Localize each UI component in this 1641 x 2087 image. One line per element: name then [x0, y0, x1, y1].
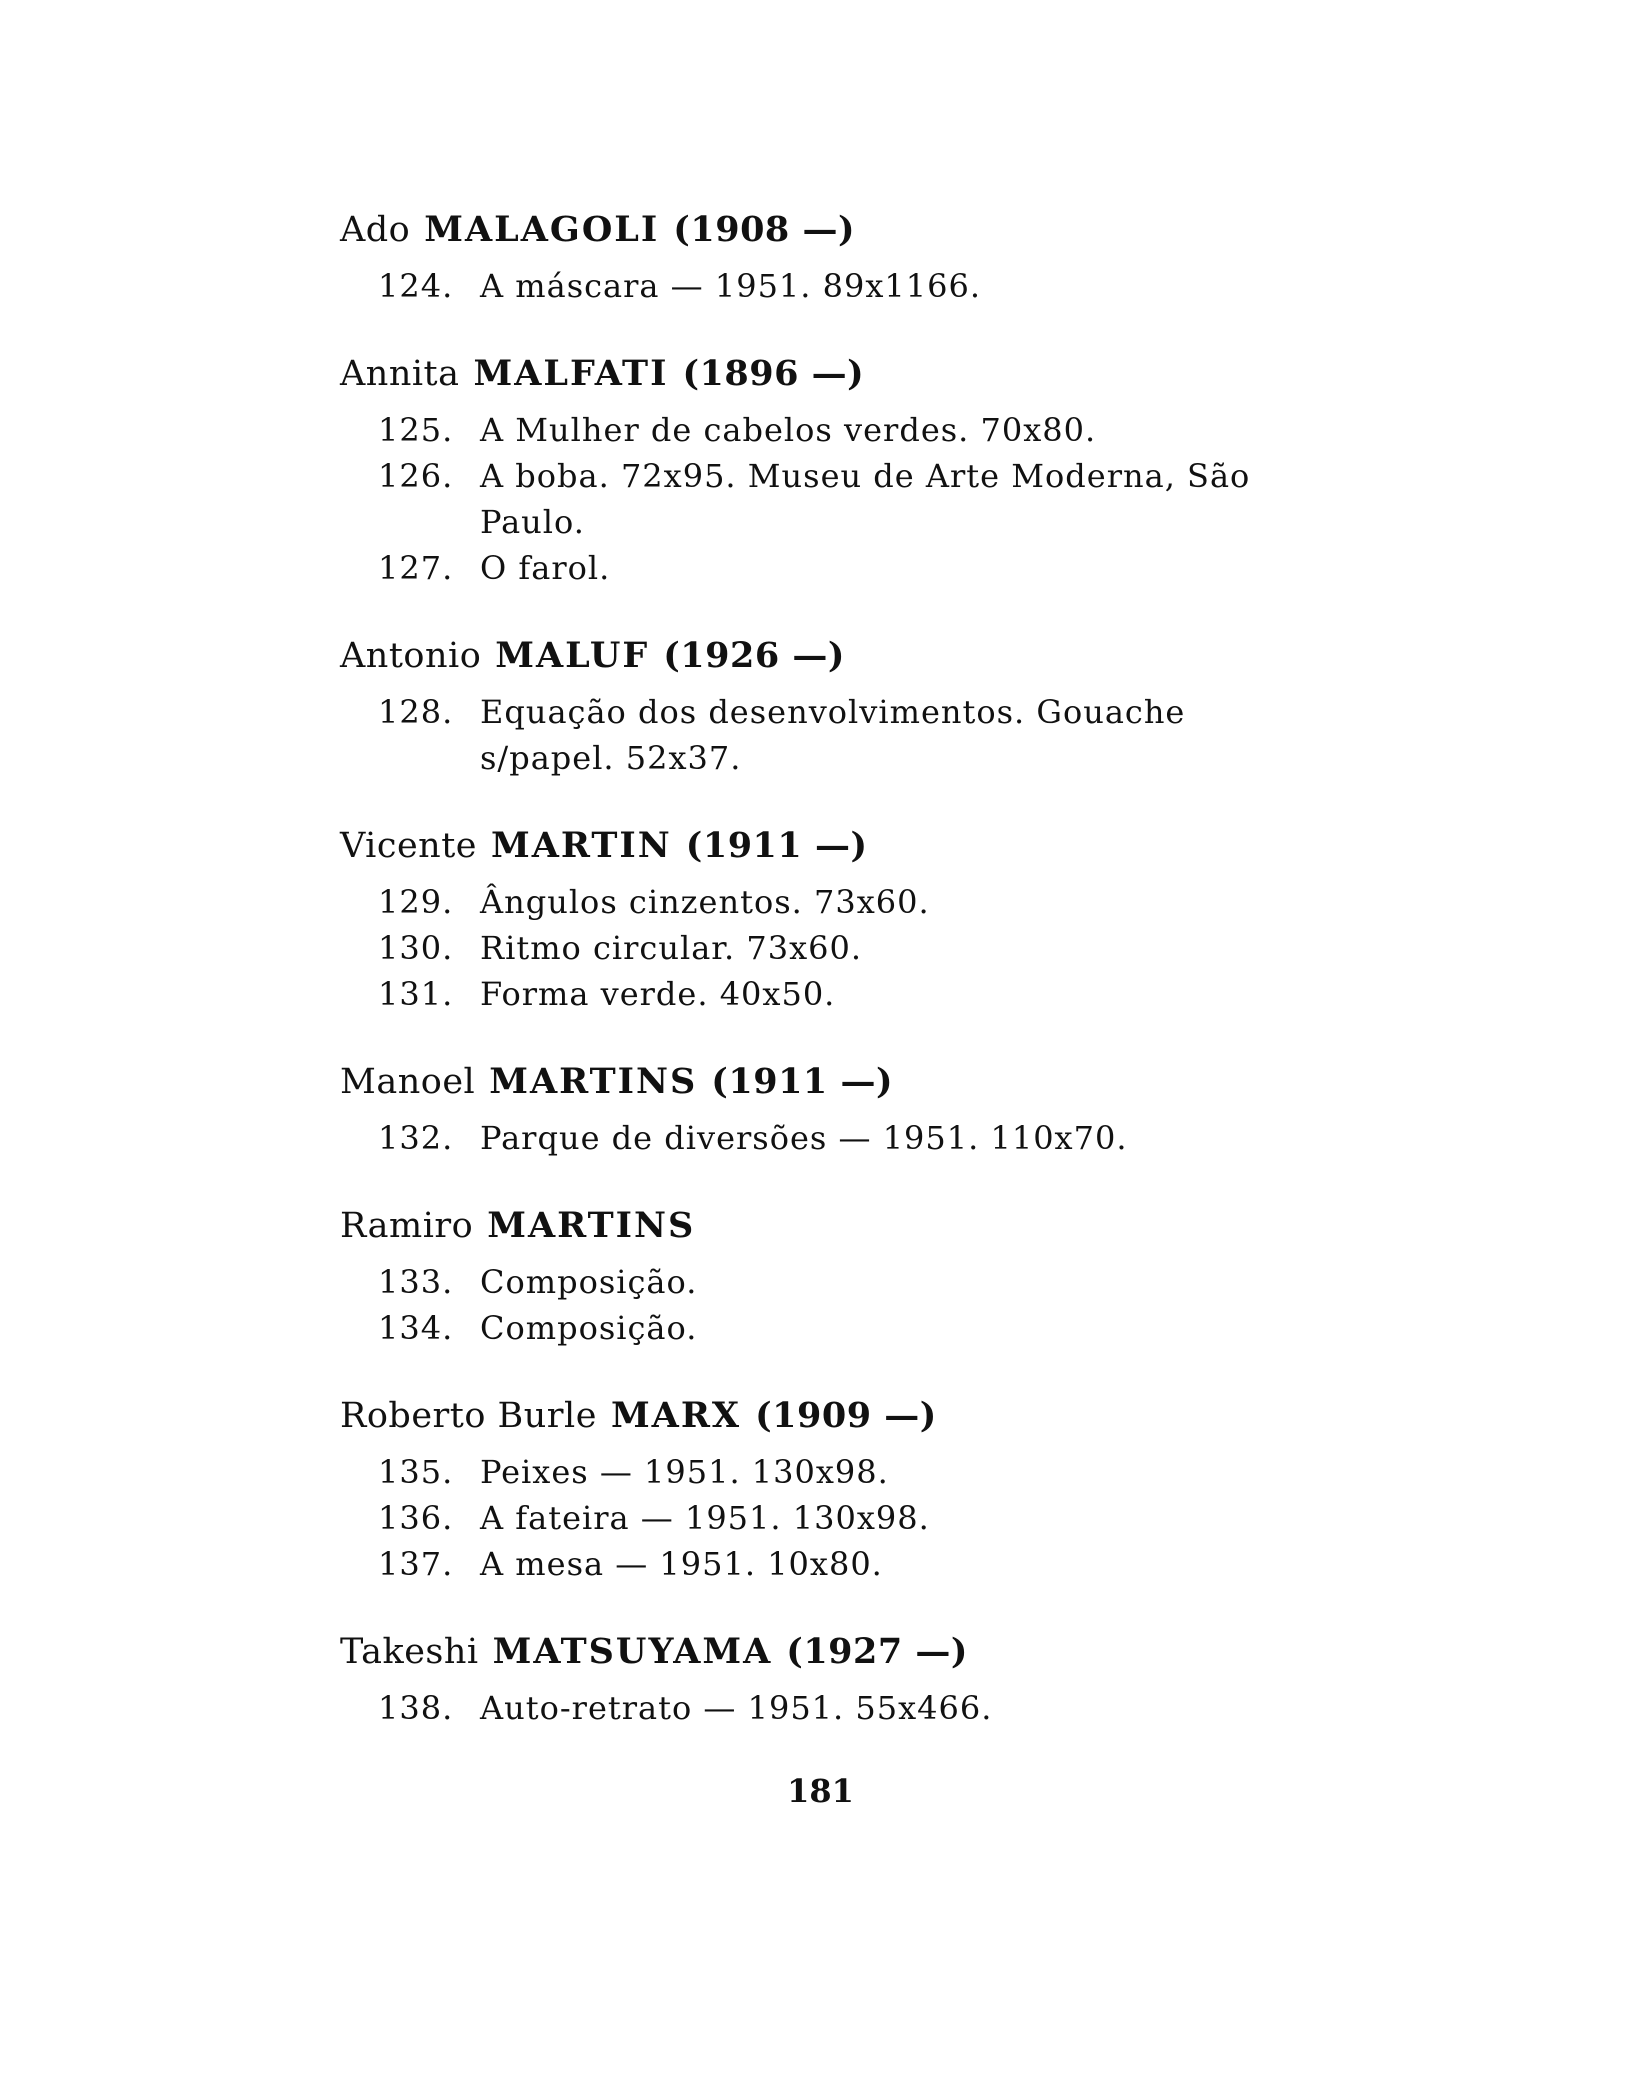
work-description: Composição. — [480, 1309, 698, 1347]
works-list — [340, 1115, 1320, 1161]
artist-dates: (1927 —) — [786, 1631, 968, 1672]
work-number: 136. — [378, 1499, 454, 1537]
works-list — [340, 689, 1320, 781]
artist-dates: (1911 —) — [711, 1061, 894, 1102]
artist-dates: (1896 —) — [682, 353, 865, 394]
works-list — [340, 1259, 1320, 1351]
artist-heading — [340, 1057, 1320, 1107]
work-description: Peixes — 1951. 130x98. — [480, 1453, 889, 1491]
artist-last-name: MARTIN — [491, 825, 672, 866]
artist-dates: (1926 —) — [663, 635, 845, 676]
work-item — [340, 263, 1320, 309]
work-description: A fateira — 1951. 130x98. — [480, 1499, 930, 1537]
works-list — [340, 1449, 1320, 1587]
artist-dates: (1908 —) — [673, 209, 856, 250]
work-number: 125. — [378, 411, 454, 449]
work-item — [340, 925, 1320, 971]
work-item — [340, 1541, 1320, 1587]
work-item — [340, 689, 1320, 781]
artist-first-name: Vicente — [340, 826, 477, 866]
artist-heading — [340, 1627, 1320, 1677]
artist-list — [340, 205, 1320, 1771]
works-list — [340, 879, 1320, 1017]
work-number: 129. — [378, 883, 454, 921]
artist-entry — [340, 349, 1320, 591]
work-item — [340, 1685, 1320, 1731]
works-list — [340, 407, 1320, 591]
work-description: Auto-retrato — 1951. 55x466. — [480, 1689, 993, 1727]
artist-first-name: Takeshi — [340, 1632, 479, 1672]
artist-dates: (1911 —) — [685, 825, 868, 866]
work-description: A boba. 72x95. Museu de Arte Moderna, São Paulo. — [480, 457, 1251, 541]
artist-entry — [340, 1057, 1320, 1161]
work-number: 132. — [378, 1119, 454, 1157]
artist-last-name: MARTINS — [489, 1061, 698, 1102]
work-item — [340, 971, 1320, 1017]
work-number: 137. — [378, 1545, 454, 1583]
work-item — [340, 1449, 1320, 1495]
artist-heading — [340, 1201, 1320, 1251]
artist-last-name: MATSUYAMA — [492, 1631, 773, 1672]
works-list — [340, 263, 1320, 309]
work-number: 131. — [378, 975, 454, 1013]
artist-entry — [340, 1627, 1320, 1731]
artist-first-name: Manoel — [340, 1062, 476, 1102]
works-list — [340, 1685, 1320, 1731]
work-description: Parque de diversões — 1951. 110x70. — [480, 1119, 1128, 1157]
work-item — [340, 1115, 1320, 1161]
page-number: 181 — [787, 1772, 854, 1810]
artist-first-name: Ado — [340, 210, 411, 250]
work-description: Ritmo circular. 73x60. — [480, 929, 863, 967]
work-description: A máscara — 1951. 89x1166. — [480, 267, 981, 305]
artist-last-name: MARX — [610, 1395, 742, 1436]
work-item — [340, 1495, 1320, 1541]
artist-entry — [340, 821, 1320, 1017]
work-item — [340, 407, 1320, 453]
artist-first-name: Ramiro — [340, 1206, 474, 1246]
work-description: Forma verde. 40x50. — [480, 975, 836, 1013]
artist-entry — [340, 1391, 1320, 1587]
work-item — [340, 545, 1320, 591]
work-number: 130. — [378, 929, 454, 967]
artist-entry — [340, 631, 1320, 781]
work-number: 124. — [378, 267, 454, 305]
artist-last-name: MALUF — [495, 635, 650, 676]
artist-heading — [340, 1391, 1320, 1441]
work-number: 135. — [378, 1453, 454, 1491]
work-description: A Mulher de cabelos verdes. 70x80. — [480, 411, 1097, 449]
artist-first-name: Annita — [340, 354, 460, 394]
work-description: Equação dos desenvolvimentos. Gouache s/papel. 52x37. — [480, 693, 1186, 777]
work-item — [340, 1305, 1320, 1351]
artist-heading — [340, 631, 1320, 681]
work-item — [340, 1259, 1320, 1305]
artist-first-name: Roberto Burle — [340, 1396, 597, 1436]
artist-heading — [340, 821, 1320, 871]
artist-heading — [340, 349, 1320, 399]
work-description: Ângulos cinzentos. 73x60. — [480, 883, 930, 921]
artist-last-name: MALFATI — [473, 353, 669, 394]
artist-entry — [340, 1201, 1320, 1351]
work-description: Composição. — [480, 1263, 698, 1301]
work-number: 138. — [378, 1689, 454, 1727]
artist-heading — [340, 205, 1320, 255]
artist-last-name: MARTINS — [487, 1205, 696, 1246]
artist-last-name: MALAGOLI — [424, 209, 660, 250]
work-description: A mesa — 1951. 10x80. — [480, 1545, 883, 1583]
artist-entry — [340, 205, 1320, 309]
work-description: O farol. — [480, 549, 611, 587]
work-item — [340, 453, 1320, 545]
work-item — [340, 879, 1320, 925]
work-number: 126. — [378, 457, 454, 495]
artist-first-name: Antonio — [340, 636, 482, 676]
artist-dates: (1909 —) — [755, 1395, 937, 1436]
work-number: 127. — [378, 549, 454, 587]
work-number: 133. — [378, 1263, 454, 1301]
work-number: 128. — [378, 693, 454, 731]
work-number: 134. — [378, 1309, 454, 1347]
